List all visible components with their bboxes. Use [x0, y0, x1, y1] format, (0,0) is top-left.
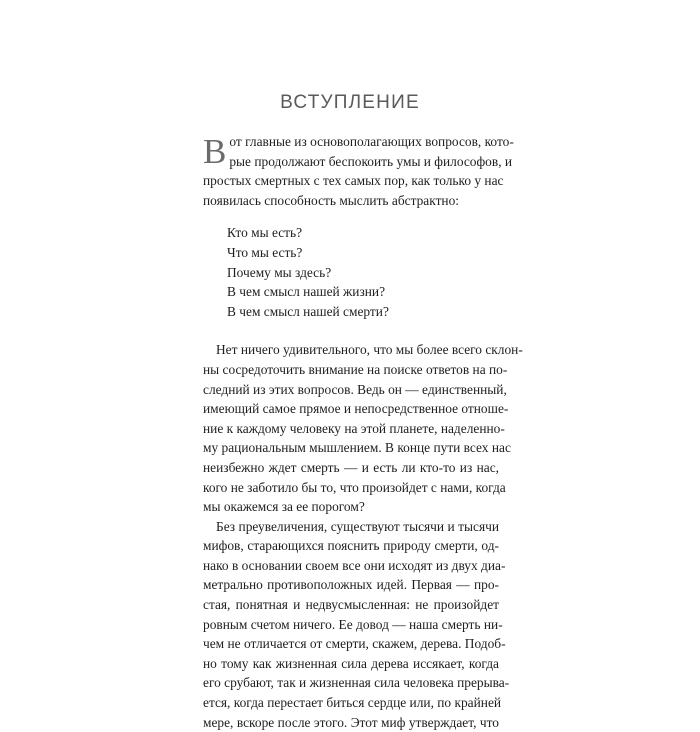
body-text — [203, 132, 523, 732]
question-item: Кто мы есть? — [227, 225, 303, 241]
text-line: ровным счетом ничего. Ее довод — наша смерть ни- — [203, 616, 503, 632]
text-line: мифов, старающихся пояснить природу смерти, од- — [203, 538, 499, 554]
text-line: имеющий самое прямое и непосредственное отноше- — [203, 401, 509, 417]
question-item: В чем смысл нашей жизни? — [227, 284, 386, 300]
text-line: ется, когда перестает биться сердце или, по крайней — [203, 695, 502, 711]
text-line: чем не отличается от смерти, скажем, дерева. Подоб- — [203, 636, 506, 652]
drop-cap: В — [203, 132, 227, 171]
text-line: рые продолжают беспокоить умы и философов, и — [229, 153, 513, 169]
text-line: метрально противоположных идей. Первая — про- — [203, 577, 499, 593]
question-item: В чем смысл нашей смерти? — [227, 303, 389, 319]
questions-list — [203, 223, 499, 321]
text-line: мы окажемся за ее порогом? — [203, 499, 365, 515]
text-line: его срубают, так и жизненная сила человека прерыва- — [203, 675, 510, 691]
text-line: кого не заботило бы то, что произойдет с нами, когда — [203, 479, 506, 495]
intro-paragraph — [203, 132, 514, 210]
text-line: Нет ничего удивительного, что мы более всего склон- — [216, 342, 523, 358]
text-line: простых смертных с тех самых пор, как только у нас — [203, 173, 504, 189]
paragraph-1 — [203, 340, 523, 516]
text-line: но тому как жизненная сила дерева иссякает, когда — [203, 655, 499, 671]
text-line: нако в основании своем все они исходят из двух диа- — [203, 557, 506, 573]
chapter-heading: ВСТУПЛЕНИЕ — [280, 92, 420, 113]
text-line: неизбежно ждет смерть — и есть ли кто-то из нас, — [203, 459, 499, 475]
text-line: Без преувеличения, существуют тысячи и тысячи — [216, 518, 499, 534]
text-line: появилась способность мыслить абстрактно: — [203, 192, 459, 208]
question-item: Почему мы здесь? — [227, 264, 332, 280]
text-line: мере, вскоре после этого. Этот миф утверждает, что — [203, 714, 499, 730]
text-line: ние к каждому человеку на этой планете, наделенно- — [203, 420, 505, 436]
question-item: Что мы есть? — [227, 244, 303, 260]
text-line: му рациональным мышлением. В конце пути всех нас — [203, 440, 511, 456]
paragraph-2 — [203, 517, 510, 732]
text-line: ны сосредоточить внимание на поиске ответов на по- — [203, 361, 508, 377]
text-line: следний из этих вопросов. Ведь он — единственный, — [203, 381, 507, 397]
text-line: стая, понятная и недвусмысленная: не произойдет — [203, 597, 499, 613]
text-line: от главные из основополагающих вопросов, кото- — [229, 134, 514, 149]
